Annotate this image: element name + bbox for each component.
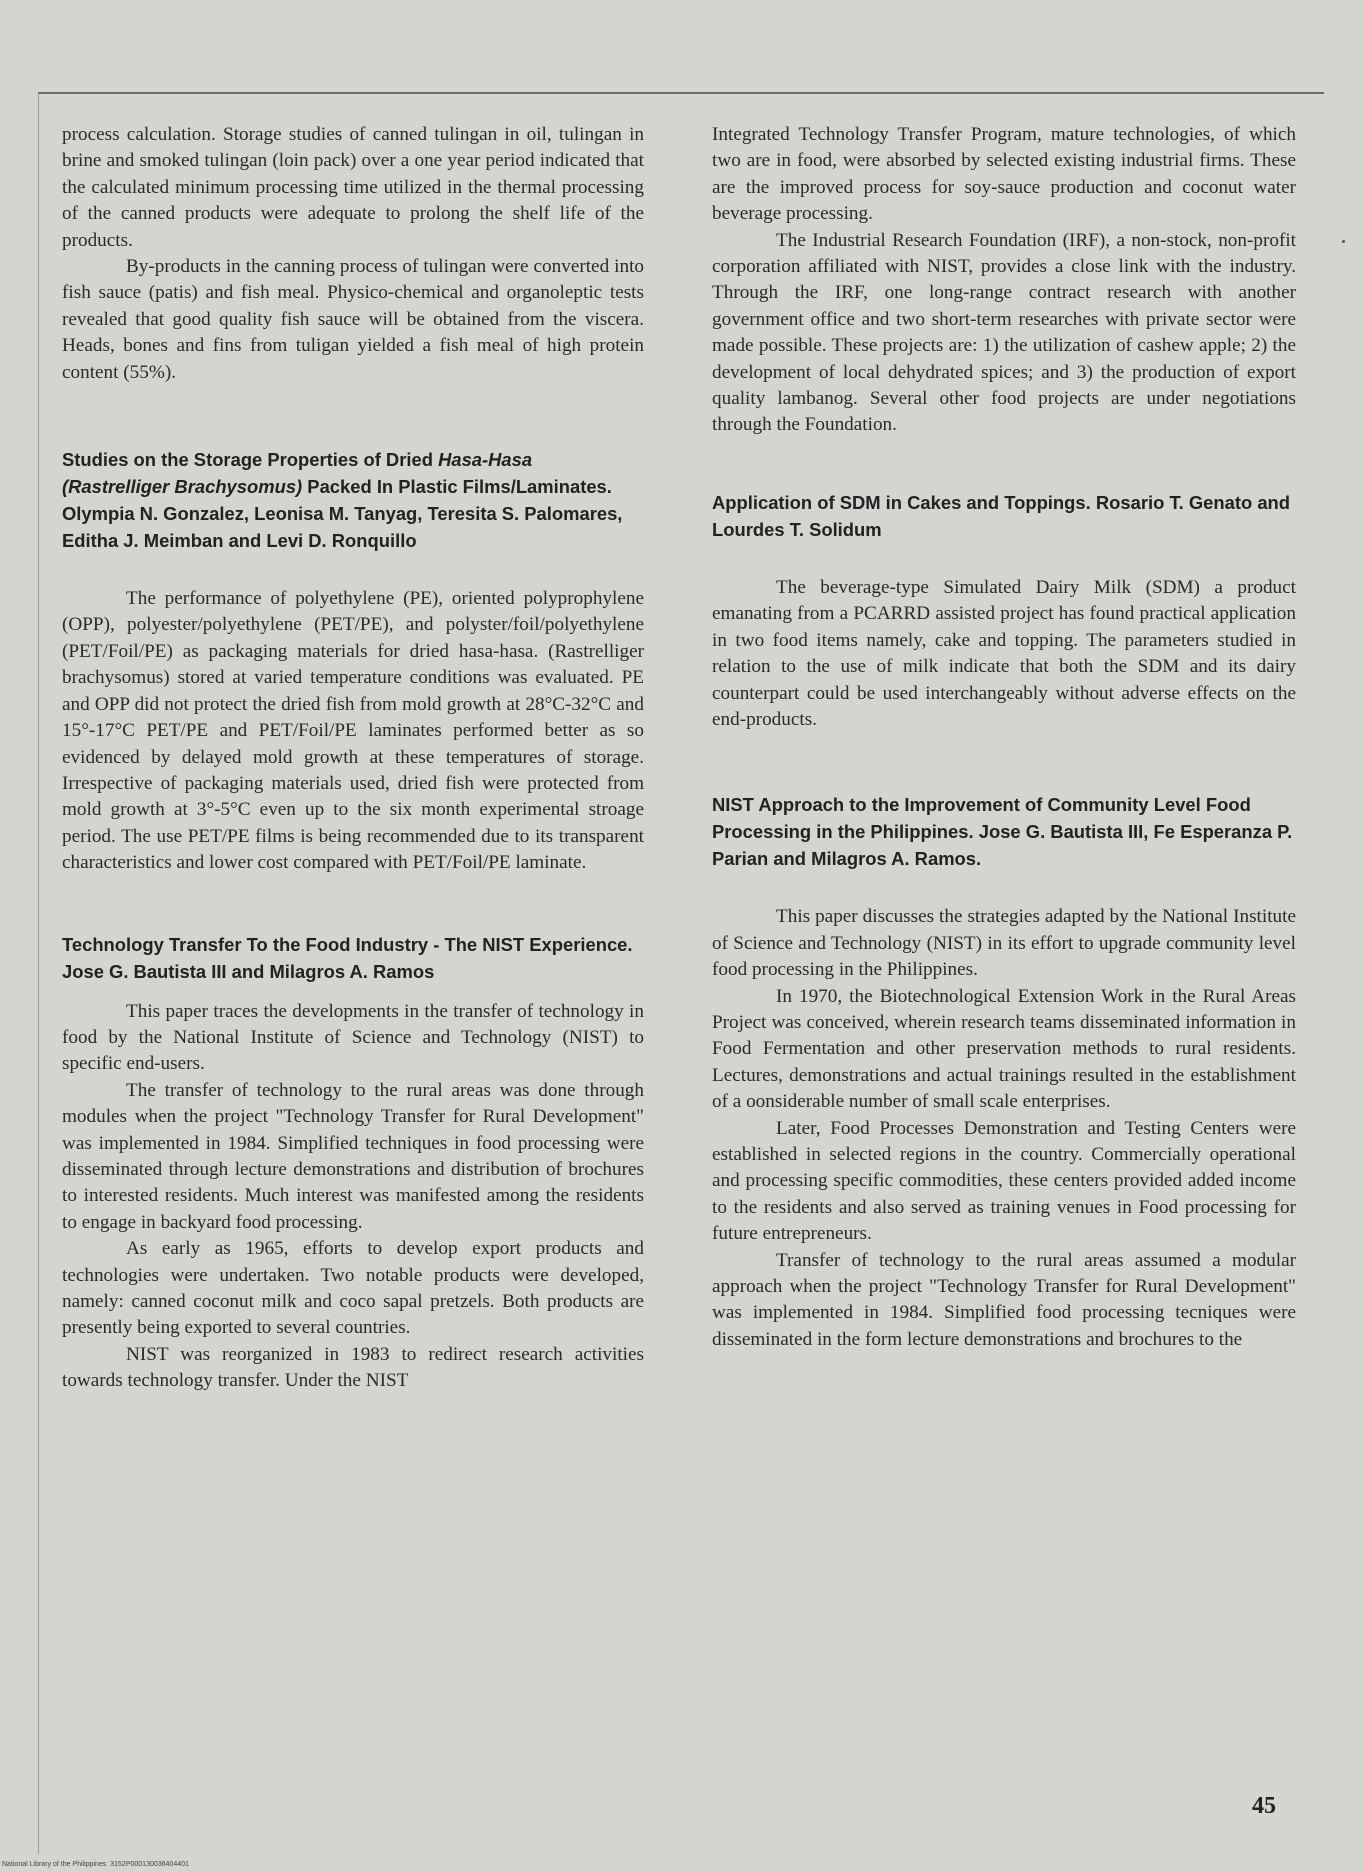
page-number: 45 <box>1252 1793 1276 1819</box>
article-authors: Jose G. Bautista III, Fe Esperanza P. Parian and Milagros A. Ramos. <box>712 821 1293 870</box>
paragraph: This paper traces the developments in the transfer of technology in food by the National Institute of Science and Technology (NIST) to specific end-users. <box>62 1000 644 1075</box>
article-authors: Rosario T. Genato and Lourdes T. Solidum <box>712 491 1291 540</box>
article-heading <box>62 931 644 985</box>
paragraph: This paper discusses the strategies adapted by the National Institute of Science and Technology (NIST) in its effort to upgrade community level food processing in the Philippines. <box>712 906 1296 981</box>
article-heading <box>712 489 1296 543</box>
paragraph: The Industrial Research Foundation (IRF), a non-stock, non-profit corporation affiliated with NIST, provides a close link with the industry. Through the IRF, one long-range contract research with another government office and two short-term researches with private sector were made possible. These projects are: 1) the utilization of cashew apple; 2) the development of local dehydrated spices; and 3) the production of export quality lambanog. Several other food projects are under negotiations through the Foundation. <box>712 229 1296 436</box>
paragraph: Integrated Technology Transfer Program, mature technologies, of which two are in food, were absorbed by selected existing industrial firms. These are the improved process for soy-sauce production and coconut water beverage processing. <box>712 124 1296 225</box>
paragraph: The transfer of technology to the rural areas was done through modules when the project "Technology Transfer for Rural Development" was implemented in 1984. Simplified techniques in food processing were disseminated through lecture demonstrations and distribution of brochures to interested residents. Much interest was manifested among the residents to engage in backyard food processing. <box>62 1079 644 1233</box>
paragraph: process calculation. Storage studies of canned tulingan in oil, tulingan in brine and smoked tulingan (loin pack) over a one year period indicated that the calculated minimum processing time utilized in the thermal processing of the canned products were adequate to prolong the shelf life of the products. <box>62 124 644 251</box>
scan-footer <box>0 1858 1363 1872</box>
article-title: NIST Approach to the Improvement of Community Level Food Processing in the Philippines. <box>712 794 1251 843</box>
paragraph: The beverage-type Simulated Dairy Milk (SDM) a product emanating from a PCARRD assisted project has found practical application in two food items namely, cake and topping. The parameters studied in relation to the use of milk indicate that both the SDM and its dairy counterpart could be used interchangeably without adverse effects on the end-products. <box>712 576 1296 730</box>
left-column <box>62 122 644 1395</box>
paragraph: NIST was reorganized in 1983 to redirect research activities towards technology transfer. Under the NIST <box>62 1343 644 1392</box>
paragraph: Transfer of technology to the rural areas assumed a modular approach when the project "Technology Transfer for Rural Development" was implemented in 1984. Simplified food processing tecniques were disseminated in the form lecture demonstrations and brochures to the <box>712 1249 1296 1350</box>
article-title: Studies on the Storage Properties of Dried <box>62 449 439 471</box>
paragraph: The performance of polyethylene (PE), oriented polyprophylene (OPP), polyester/polyethylene (PET/PE), and polyster/foil/polyethylene (PET/Foil/PE) as packaging materials for dried hasa-hasa. (Rastrelliger brachysomus) stored at varied temperature conditions was evaluated. PE and OPP did not protect the dried fish from mold growth at 28°C-32°C and 15°-17°C PET/PE and PET/Foil/PE laminates performed better as so evidenced by delayed mold growth at these temperatures of storage. Irrespective of packaging materials used, dried fish were protected from mold growth at 3°-5°C even up to the six month experimental stroage period. The use PET/PE films is being recommended due to its transparent characteristics and lower cost compared with PET/Foil/PE laminate. <box>62 588 644 874</box>
footer-library: National Library of the Philippines <box>2 1861 107 1868</box>
paragraph: In 1970, the Biotechnological Extension Work in the Rural Areas Project was conceived, wherein research teams disseminated information in Food Fermentation and other preservation methods to rural residents. Lectures, demonstrations and actual trainings resulted in the establishment of a oonsiderable number of small scale enterprises. <box>712 985 1296 1113</box>
paragraph: As early as 1965, efforts to develop export products and technologies were undertaken. Two notable products were developed, namely: canned coconut milk and coco sapal pretzels. Both products are presently being exported to several countries. <box>62 1238 644 1339</box>
margin-speck <box>1342 240 1345 243</box>
article-authors: Jose G. Bautista III and Milagros A. Ramos <box>62 960 435 982</box>
article-title: Application of SDM in Cakes and Toppings. <box>712 491 1091 513</box>
article-title: Technology Transfer To the Food Industry - The NIST Experience. <box>62 933 633 955</box>
footer-code: 3152P000130036404401 <box>110 1861 189 1868</box>
right-column <box>712 122 1296 1353</box>
paragraph: By-products in the canning process of tulingan were converted into fish sauce (patis) and fish meal. Physico-chemical and organoleptic tests revealed that good quality fish sauce will be obtained from the viscera. Heads, bones and fins from tuligan yielded a fish meal of high protein content (55%). <box>62 256 644 383</box>
article-title-italic: Hasa-Hasa (Rastrelliger Brachysomus) <box>62 449 533 498</box>
article-heading <box>62 446 644 554</box>
paragraph: Later, Food Processes Demonstration and Testing Centers were established in selected regions in the country. Commercially operational and processing specific commodities, these centers provided added income to the residents and also served as training venues in Food processing for future entrepreneurs. <box>712 1117 1296 1245</box>
article-authors: Olympia N. Gonzalez, Leonisa M. Tanyag, Teresita S. Palomares, Editha J. Meimban and Levi D. Ronquillo <box>62 503 623 552</box>
article-title: Packed In Plastic Films/Laminates. <box>302 476 612 498</box>
article-heading <box>712 791 1296 872</box>
